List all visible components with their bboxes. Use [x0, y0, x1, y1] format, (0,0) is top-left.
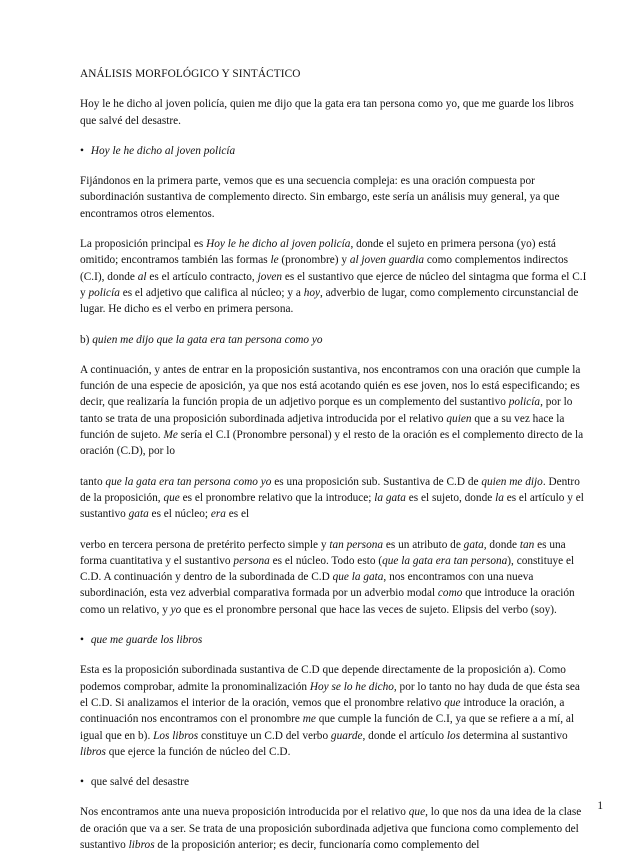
text-run: , nos encontramos con una nueva subordinación, esta vez adverbial comparativa formada por un adverbio modal	[80, 571, 534, 600]
italic-run: los	[446, 729, 461, 742]
text-run: , lo que nos da una idea de la clase de oración que va a ser. Se trata de una proposición subordinada adjetiva que funciona como complemento del sustantivo	[80, 806, 582, 851]
bullet-heading	[80, 632, 588, 648]
text-run: verbo en tercera persona de pretérito perfecto simple y	[80, 538, 330, 551]
text-run: es una proposición sub. Sustantiva de C.D de	[271, 475, 482, 488]
italic-run: guarde	[330, 729, 363, 742]
bullet-heading	[80, 774, 588, 790]
text-run: tanto	[80, 475, 106, 488]
italic-run: joven	[257, 270, 283, 283]
paragraph	[80, 537, 588, 618]
italic-run: me	[302, 713, 316, 726]
text-run: donde	[486, 538, 520, 551]
italic-run: Me	[163, 429, 178, 442]
text-run: Esta es la proposición subordinada sustantiva de C.D que depende directamente de la proposición a). Como podemos comprobar, admite la pronominalización	[80, 664, 566, 693]
italic-run: la gata	[374, 491, 406, 504]
page-title: ANÁLISIS MORFOLÓGICO Y SINTÁCTICO	[80, 68, 301, 80]
text-run: ), constituye el C.D. A continuación y dentro de la subordinada de C.D	[80, 554, 575, 584]
text-run: (pronombre) y	[278, 254, 350, 267]
text-run: constituye un C.D del verbo	[198, 729, 331, 742]
italic-run: que la gata era tan persona	[382, 554, 508, 567]
paragraph	[80, 662, 588, 760]
paragraph	[80, 474, 588, 523]
text-run: es el sujeto, donde	[405, 491, 496, 504]
bullet-heading	[80, 143, 588, 159]
paragraph	[80, 332, 588, 348]
text-run: Nos encontramos ante una nueva proposición introducida por el relativo	[80, 806, 409, 819]
italic-run: quien me dijo	[481, 475, 543, 488]
italic-run: Los libros	[153, 729, 199, 742]
bullet-icon: •	[80, 634, 84, 647]
italic-run: yo	[170, 603, 182, 616]
text-run: que introduce la oración como un relativo, y	[80, 587, 575, 616]
italic-run: que la gata era tan persona como yo	[105, 475, 272, 488]
text-run: que ejerce la función de núcleo del C.D.	[105, 745, 291, 758]
text-run: b)	[80, 333, 93, 346]
text-run: La proposición principal es	[80, 238, 207, 251]
italic-run: quien me dijo que la gata era tan persona como yo	[92, 333, 323, 346]
bullet-icon: •	[80, 144, 84, 157]
italic-run: gata,	[463, 538, 487, 551]
text-run: es el núcleo. Todo esto (	[269, 554, 383, 567]
text-run: Hoy le he dicho al joven policía, quien me dijo que la gata era tan persona como yo, que me guarde los libros que salvé del desastre.	[80, 98, 574, 127]
text-run: , donde el artículo	[362, 729, 447, 742]
bullet-text: Hoy le he dicho al joven policía	[90, 144, 236, 157]
text-run: , adverbio de lugar, como complemento circunstancial de lugar. He dicho es el verbo en primera persona.	[80, 286, 579, 316]
text-run: . Dentro de la proposición,	[80, 475, 580, 504]
document-body	[80, 66, 588, 867]
text-run: como complementos indirectos (C.I), donde	[80, 254, 569, 283]
italic-run: libros	[128, 838, 155, 851]
text-run: por lo tanto se trata de una proposición subordinada adjetiva introducida por el relativo	[80, 396, 573, 425]
italic-run: quien	[446, 412, 472, 425]
text-run: determina al sustantivo	[460, 729, 568, 742]
paragraph	[80, 362, 588, 460]
italic-run: al	[137, 270, 147, 283]
page-number: 1	[597, 800, 603, 812]
italic-run: policía	[88, 286, 120, 299]
paragraph	[80, 804, 588, 853]
italic-run: Hoy se lo he dicho,	[309, 680, 397, 693]
paragraph	[80, 236, 588, 317]
italic-run: le	[270, 254, 279, 267]
text-run: es el artículo y el sustantivo	[80, 491, 584, 521]
text-run: A continuación, y antes de entrar en la proposición sustantiva, nos encontramos con una oración que cumple la función de una especie de aposición, ya que nos está acotando quién es ese joven, nos lo está especificando; es decir, que realizaría la función propia de un adjetivo porque es un complemento del sustantivo	[80, 363, 581, 409]
italic-run: Hoy le he dicho al joven policía	[206, 238, 351, 251]
text-run: es el núcleo;	[148, 508, 211, 521]
paragraph	[80, 96, 588, 129]
italic-run: tan persona	[329, 538, 384, 551]
italic-run: como	[437, 587, 463, 600]
italic-run: al joven guardia	[349, 254, 425, 267]
italic-run: tan	[519, 538, 535, 551]
text-run: es una forma cuantitativa y el sustantivo	[80, 538, 566, 567]
text-run: que a su vez hace la función de sujeto.	[80, 412, 565, 442]
text-run: que es el pronombre personal que hace las veces de sujeto. Elipsis del verbo (soy).	[181, 603, 557, 616]
italic-run: era	[210, 508, 226, 521]
text-run: es el pronombre relativo que la introduce;	[179, 491, 375, 504]
bullet-icon: •	[80, 776, 84, 789]
text-run: de la proposición anterior; es decir, funcionaría como complemento del	[154, 838, 480, 851]
text-run: , donde el sujeto en primera persona (yo) está omitido; encontramos también las formas	[80, 238, 556, 267]
paragraph	[80, 173, 588, 222]
italic-run: policía,	[508, 396, 543, 409]
italic-run: que	[444, 696, 461, 709]
text-run: Fijándonos en la primera parte, vemos que es una secuencia compleja: es una oración compuesta por subordinación sustantiva de complemento directo. Sin embargo, este sería un análisis muy general, ya que encontramos otros elementos.	[80, 175, 560, 220]
text-run: que cumple la función de C.I, ya que se refiere a a mí, al igual que en b).	[80, 713, 575, 742]
text-run: es el artículo contracto,	[146, 270, 258, 283]
italic-run: gata	[128, 508, 149, 521]
text-run: introduce la oración, a continuación nos encontramos con el pronombre	[80, 696, 565, 726]
bullet-text: que salvé del desastre	[90, 776, 190, 789]
italic-run: que	[163, 491, 180, 504]
italic-run: la	[495, 491, 504, 504]
italic-run: libros	[80, 745, 106, 758]
text-run: sería el C.I (Pronombre personal) y el resto de la oración es el complemento directo de la oración (C.D), por lo	[80, 429, 584, 458]
text-run: es el adjetivo que califica al núcleo; y a	[119, 286, 304, 299]
italic-run: persona	[233, 554, 270, 567]
text-run: por lo tanto no hay duda de que ésta sea el C.D. Si analizamos el interior de la oración, vemos que el pronombre relativo	[80, 680, 580, 709]
italic-run: hoy	[303, 286, 320, 299]
bullet-text: que me guarde los libros	[90, 634, 203, 647]
text-run: es el	[225, 508, 250, 521]
italic-run: que la gata	[332, 571, 384, 584]
text-run: es un atributo de	[383, 538, 464, 551]
text-run: es el sustantivo que ejerce de núcleo del sintagma que forma el C.I y	[80, 270, 587, 299]
italic-run: que	[408, 806, 426, 819]
